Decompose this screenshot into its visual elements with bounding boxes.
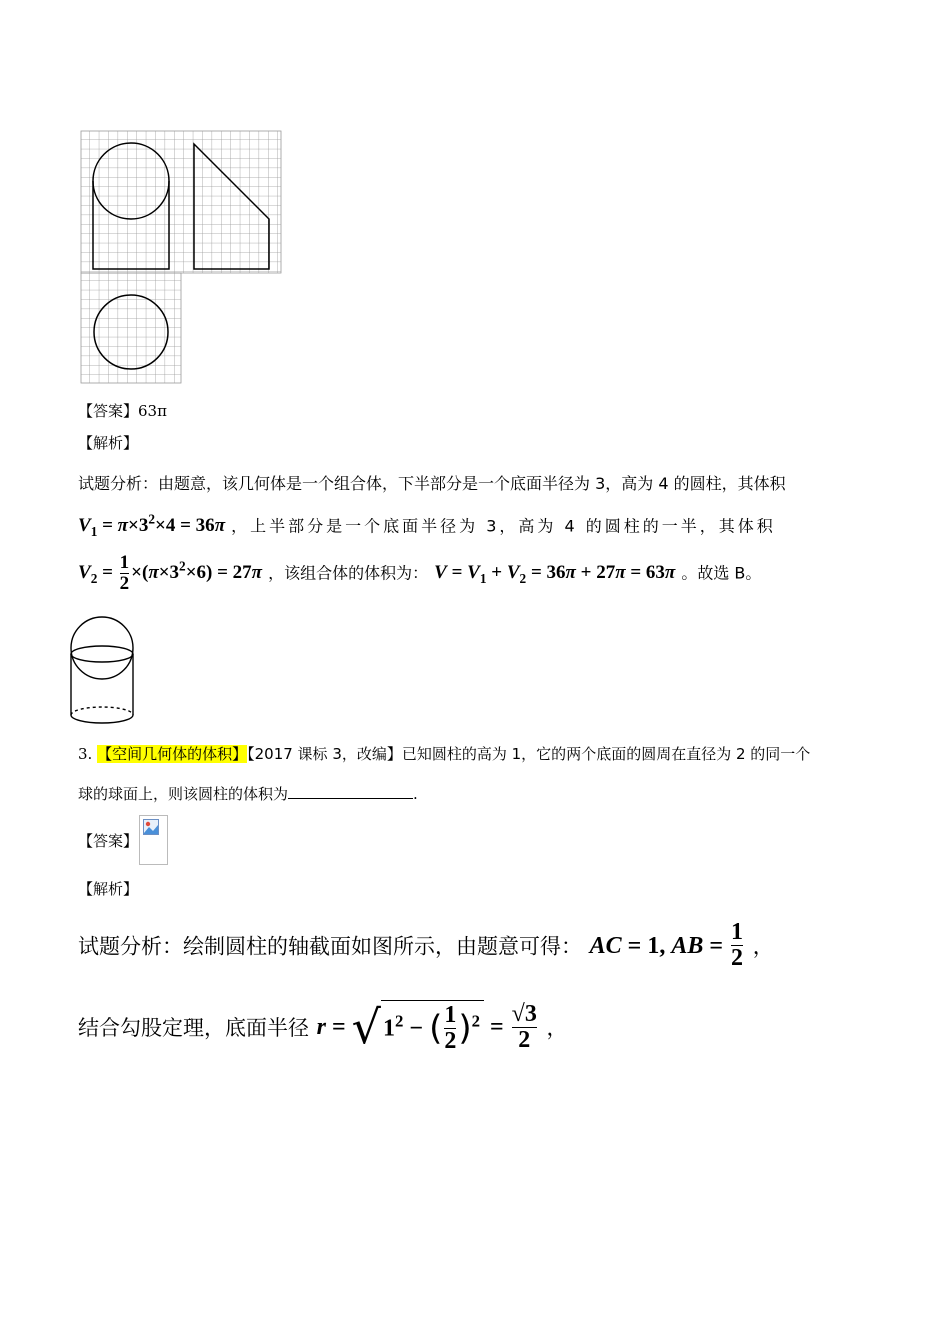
analysis-1-line-1: 试题分析：由题意，该几何体是一个组合体，下半部分是一个底面半径为 3，高为 4 的圆柱，其体积 <box>78 474 786 493</box>
v-total-equation: $V = V_1 + V_2 = 36\pi + 27\pi = 63\pi$ <box>434 562 676 587</box>
three-view-diagram <box>80 130 285 385</box>
analysis-3-line-1: 试题分析：绘制圆柱的轴截面如图所示，由题意可得： AC = 1, AB = $\frac{1}{2}$ ， <box>78 919 774 972</box>
ac-ab-equation: AC = 1, AB = $\frac{1}{2}$ <box>589 919 744 972</box>
radius-equation: $r = √1^2$ − ( $\frac{1}{2}$ )$^2$ = $\frac{√3}{2}$ <box>316 1000 537 1055</box>
broken-image-icon <box>143 819 159 835</box>
analysis-1-label: 【解析】 <box>78 434 139 452</box>
question-3-tag: 【空间几何体的体积】 <box>97 745 248 763</box>
question-3-line-1: 3. 【空间几何体的体积】【2017 课标 3，改编】已知圆柱的高为 1，它的两个底面的圆周在直径为 2 的同一个 <box>78 745 811 763</box>
question-3-source: 【2017 课标 3，改编】 <box>247 745 402 763</box>
answer-1-value: 63π <box>138 402 167 420</box>
question-3-line-2: 球的球面上，则该圆柱的体积为 . <box>78 785 418 803</box>
analysis-1-line-3: $V_2$ = $\frac{1}{2}$ $\times(\pi\times 3^2\times 6) = 27\pi$ ，该组合体的体积为： $V = V_1 + V_2 = 36\pi + 27\pi = 63\pi$ 。故选 B。 <box>78 552 762 594</box>
analysis-3-label: 【解析】 <box>78 880 139 898</box>
analysis-1-line-2: $V_1 = \pi\times 3^2\times 4 = 36\pi$ ，上半部分是一个底面半径为 3，高为 4 的圆柱的一半，其体积 <box>78 512 776 540</box>
answer-3-image-placeholder <box>139 815 168 865</box>
v2-equation: $V_2$ = $\frac{1}{2}$ $\times(\pi\times 3^2\times 6) = 27\pi$ <box>78 552 263 594</box>
answer-3-label: 【答案】 <box>78 832 139 850</box>
analysis-3-line-2: 结合勾股定理，底面半径 $r = √1^2$ − ( $\frac{1}{2}$ )$^2$ = $\frac{√3}{2}$ ， <box>78 1000 568 1055</box>
v1-equation: $V_1 = \pi\times 3^2\times 4 = 36\pi$ <box>78 512 226 540</box>
answer-1: 【答案】63π <box>78 402 167 420</box>
cylinder-sphere-figure <box>66 612 138 734</box>
answer-blank <box>288 784 413 799</box>
